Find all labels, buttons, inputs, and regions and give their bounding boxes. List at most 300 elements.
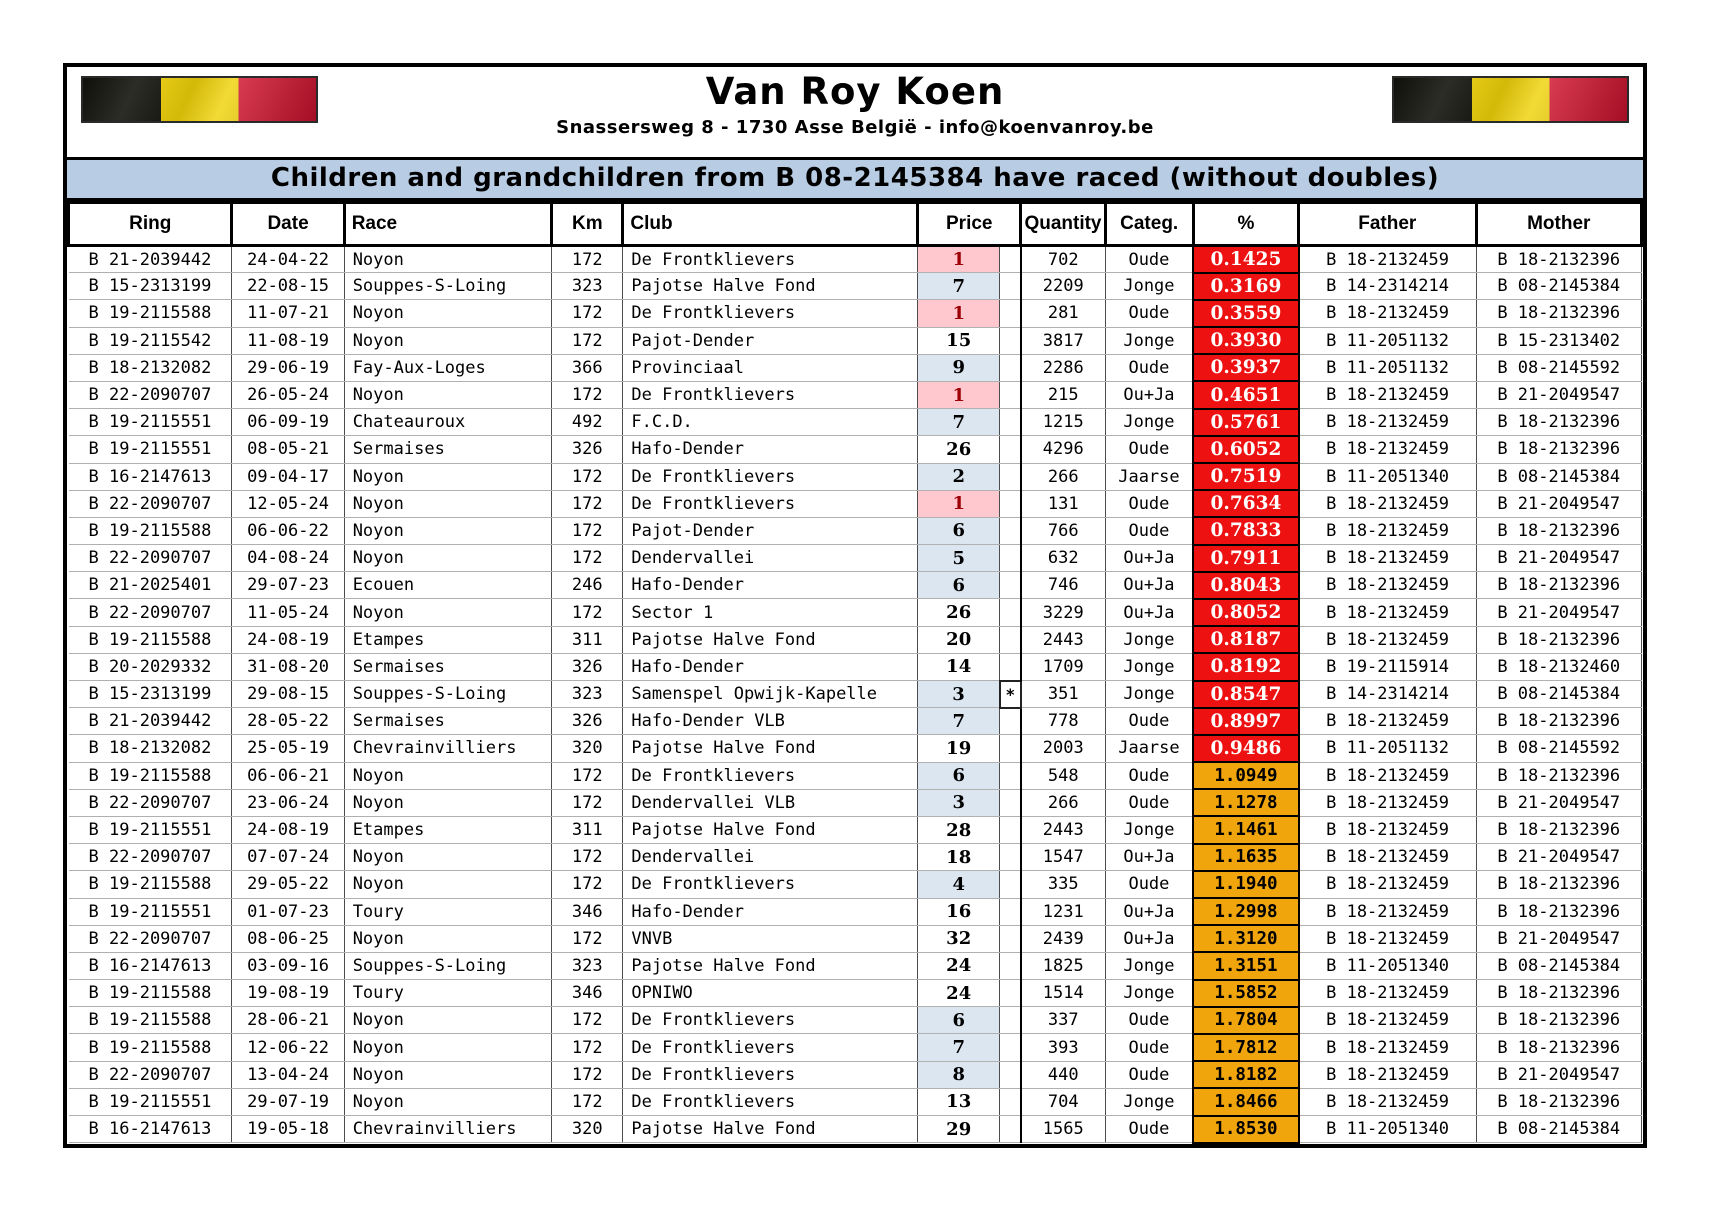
cell-percent: 0.8192 (1193, 653, 1298, 680)
cell-quantity: 2209 (1021, 273, 1105, 300)
cell-category: Jonge (1105, 952, 1193, 979)
table-row (69, 300, 1642, 327)
table-row (69, 1034, 1642, 1061)
cell-club: De Frontklievers (623, 300, 918, 327)
cell-marker (1000, 735, 1021, 762)
cell-quantity: 281 (1021, 300, 1105, 327)
cell-category: Oude (1105, 789, 1193, 816)
cell-category: Jonge (1105, 681, 1193, 708)
cell-marker (1000, 572, 1021, 599)
cell-race: Noyon (344, 762, 552, 789)
cell-date: 11-07-21 (232, 300, 344, 327)
cell-ring: B 19-2115588 (69, 762, 232, 789)
table-row (69, 762, 1642, 789)
cell-mother: B 08-2145384 (1476, 463, 1642, 490)
cell-father: B 18-2132459 (1299, 1034, 1476, 1061)
cell-father: B 18-2132459 (1299, 898, 1476, 925)
cell-km: 172 (552, 381, 623, 408)
cell-price: 18 (918, 844, 1000, 871)
cell-father: B 18-2132459 (1299, 1088, 1476, 1115)
cell-race: Noyon (344, 925, 552, 952)
cell-quantity: 215 (1021, 381, 1105, 408)
cell-date: 07-07-24 (232, 844, 344, 871)
cell-ring: B 19-2115588 (69, 300, 232, 327)
cell-club: Hafo-Dender (623, 898, 918, 925)
cell-category: Ou+Ja (1105, 599, 1193, 626)
cell-mother: B 21-2049547 (1476, 381, 1642, 408)
cell-marker (1000, 1061, 1021, 1088)
cell-ring: B 22-2090707 (69, 925, 232, 952)
cell-ring: B 19-2115551 (69, 1088, 232, 1115)
cell-quantity: 778 (1021, 708, 1105, 735)
cell-club: Pajot-Dender (623, 327, 918, 354)
cell-price: 1 (918, 381, 1000, 408)
cell-price: 7 (918, 409, 1000, 436)
cell-marker (1000, 1034, 1021, 1061)
cell-club: De Frontklievers (623, 871, 918, 898)
cell-date: 29-08-15 (232, 681, 344, 708)
table-row (69, 517, 1642, 544)
cell-race: Noyon (344, 789, 552, 816)
cell-quantity: 2286 (1021, 354, 1105, 381)
cell-date: 19-05-18 (232, 1116, 344, 1143)
cell-father: B 18-2132459 (1299, 246, 1476, 273)
cell-date: 29-07-23 (232, 572, 344, 599)
cell-mother: B 18-2132396 (1476, 246, 1642, 273)
cell-percent: 0.4651 (1193, 381, 1298, 408)
table-row (69, 354, 1642, 381)
cell-percent: 0.6052 (1193, 436, 1298, 463)
cell-price: 15 (918, 327, 1000, 354)
cell-marker (1000, 1116, 1021, 1143)
column-header-percent: % (1193, 203, 1298, 246)
cell-club: Pajotse Halve Fond (623, 1116, 918, 1143)
cell-mother: B 08-2145384 (1476, 1116, 1642, 1143)
cell-ring: B 15-2313199 (69, 273, 232, 300)
cell-price: 13 (918, 1088, 1000, 1115)
cell-marker (1000, 871, 1021, 898)
cell-km: 326 (552, 436, 623, 463)
cell-race: Souppes-S-Loing (344, 273, 552, 300)
cell-km: 172 (552, 925, 623, 952)
cell-club: Hafo-Dender (623, 653, 918, 680)
cell-marker (1000, 816, 1021, 843)
cell-ring: B 15-2313199 (69, 681, 232, 708)
cell-percent: 1.2998 (1193, 898, 1298, 925)
cell-race: Noyon (344, 517, 552, 544)
cell-club: Pajotse Halve Fond (623, 735, 918, 762)
cell-category: Oude (1105, 708, 1193, 735)
cell-date: 06-06-22 (232, 517, 344, 544)
cell-father: B 11-2051340 (1299, 463, 1476, 490)
cell-percent: 1.5852 (1193, 980, 1298, 1007)
cell-quantity: 548 (1021, 762, 1105, 789)
table-row (69, 246, 1642, 273)
cell-marker (1000, 599, 1021, 626)
cell-marker (1000, 354, 1021, 381)
cell-percent: 0.3930 (1193, 327, 1298, 354)
cell-mother: B 08-2145592 (1476, 735, 1642, 762)
cell-race: Noyon (344, 844, 552, 871)
table-row (69, 327, 1642, 354)
cell-price: 4 (918, 871, 1000, 898)
cell-club: Pajot-Dender (623, 517, 918, 544)
table-row (69, 653, 1642, 680)
cell-price: 8 (918, 1061, 1000, 1088)
cell-percent: 1.1278 (1193, 789, 1298, 816)
cell-date: 11-08-19 (232, 327, 344, 354)
cell-km: 323 (552, 952, 623, 979)
cell-ring: B 19-2115588 (69, 980, 232, 1007)
cell-mother: B 21-2049547 (1476, 844, 1642, 871)
belgian-flag-icon (1392, 76, 1629, 123)
cell-category: Ou+Ja (1105, 898, 1193, 925)
cell-ring: B 18-2132082 (69, 735, 232, 762)
cell-km: 346 (552, 980, 623, 1007)
cell-father: B 11-2051132 (1299, 354, 1476, 381)
cell-category: Jonge (1105, 653, 1193, 680)
cell-club: Samenspel Opwijk-Kapelle (623, 681, 918, 708)
cell-marker (1000, 300, 1021, 327)
cell-club: VNVB (623, 925, 918, 952)
cell-mother: B 21-2049547 (1476, 490, 1642, 517)
table-row (69, 980, 1642, 1007)
address-line: Snassersweg 8 - 1730 Asse België - info@koenvanroy.be (556, 116, 1154, 138)
cell-ring: B 16-2147613 (69, 463, 232, 490)
cell-percent: 1.8182 (1193, 1061, 1298, 1088)
cell-date: 12-06-22 (232, 1034, 344, 1061)
cell-ring: B 22-2090707 (69, 844, 232, 871)
cell-km: 172 (552, 789, 623, 816)
cell-category: Jonge (1105, 409, 1193, 436)
cell-marker (1000, 381, 1021, 408)
cell-category: Ou+Ja (1105, 844, 1193, 871)
cell-father: B 18-2132459 (1299, 572, 1476, 599)
cell-quantity: 702 (1021, 246, 1105, 273)
cell-father: B 18-2132459 (1299, 599, 1476, 626)
cell-km: 346 (552, 898, 623, 925)
cell-race: Noyon (344, 1061, 552, 1088)
cell-race: Etampes (344, 816, 552, 843)
cell-price: 32 (918, 925, 1000, 952)
cell-quantity: 2439 (1021, 925, 1105, 952)
cell-father: B 18-2132459 (1299, 490, 1476, 517)
cell-date: 06-06-21 (232, 762, 344, 789)
cell-quantity: 1825 (1021, 952, 1105, 979)
cell-marker (1000, 789, 1021, 816)
table-row (69, 545, 1642, 572)
cell-category: Jonge (1105, 626, 1193, 653)
cell-quantity: 351 (1021, 681, 1105, 708)
cell-father: B 18-2132459 (1299, 871, 1476, 898)
cell-km: 323 (552, 273, 623, 300)
cell-km: 172 (552, 327, 623, 354)
cell-price: 3 (918, 681, 1000, 708)
cell-marker: * (1000, 681, 1021, 708)
cell-price: 20 (918, 626, 1000, 653)
cell-club: De Frontklievers (623, 762, 918, 789)
column-header-category: Categ. (1105, 203, 1193, 246)
cell-price: 5 (918, 545, 1000, 572)
table-row (69, 735, 1642, 762)
cell-marker (1000, 925, 1021, 952)
cell-km: 326 (552, 653, 623, 680)
table-row (69, 1088, 1642, 1115)
table-row (69, 898, 1642, 925)
cell-mother: B 18-2132396 (1476, 980, 1642, 1007)
cell-father: B 11-2051340 (1299, 1116, 1476, 1143)
cell-date: 24-08-19 (232, 626, 344, 653)
cell-quantity: 1547 (1021, 844, 1105, 871)
cell-date: 19-08-19 (232, 980, 344, 1007)
cell-marker (1000, 490, 1021, 517)
cell-date: 06-09-19 (232, 409, 344, 436)
cell-category: Ou+Ja (1105, 925, 1193, 952)
cell-date: 28-06-21 (232, 1007, 344, 1034)
cell-quantity: 440 (1021, 1061, 1105, 1088)
cell-mother: B 08-2145592 (1476, 354, 1642, 381)
cell-club: De Frontklievers (623, 1061, 918, 1088)
cell-ring: B 19-2115588 (69, 517, 232, 544)
cell-percent: 1.3151 (1193, 952, 1298, 979)
cell-price: 1 (918, 246, 1000, 273)
cell-category: Oude (1105, 871, 1193, 898)
cell-percent: 0.3937 (1193, 354, 1298, 381)
masthead (67, 67, 1643, 157)
table-row (69, 490, 1642, 517)
table-row (69, 1061, 1642, 1088)
cell-km: 172 (552, 1007, 623, 1034)
column-header-km: Km (552, 203, 623, 246)
cell-ring: B 16-2147613 (69, 1116, 232, 1143)
cell-quantity: 266 (1021, 789, 1105, 816)
page-title: Van Roy Koen (705, 70, 1005, 113)
cell-price: 26 (918, 436, 1000, 463)
cell-ring: B 21-2039442 (69, 246, 232, 273)
cell-race: Sermaises (344, 653, 552, 680)
cell-mother: B 18-2132396 (1476, 816, 1642, 843)
cell-mother: B 08-2145384 (1476, 952, 1642, 979)
cell-percent: 1.8466 (1193, 1088, 1298, 1115)
cell-category: Jonge (1105, 816, 1193, 843)
cell-km: 311 (552, 626, 623, 653)
cell-ring: B 19-2115551 (69, 409, 232, 436)
cell-category: Jonge (1105, 980, 1193, 1007)
cell-club: De Frontklievers (623, 490, 918, 517)
cell-club: Pajotse Halve Fond (623, 816, 918, 843)
cell-price: 16 (918, 898, 1000, 925)
cell-date: 13-04-24 (232, 1061, 344, 1088)
cell-km: 172 (552, 517, 623, 544)
cell-father: B 18-2132459 (1299, 925, 1476, 952)
cell-mother: B 18-2132396 (1476, 436, 1642, 463)
belgian-flag-icon (81, 76, 318, 123)
cell-race: Chateauroux (344, 409, 552, 436)
cell-race: Chevrainvilliers (344, 1116, 552, 1143)
cell-percent: 0.8052 (1193, 599, 1298, 626)
column-header-club: Club (623, 203, 918, 246)
cell-ring: B 19-2115551 (69, 436, 232, 463)
column-header-price: Price (918, 203, 1021, 246)
cell-father: B 18-2132459 (1299, 1007, 1476, 1034)
cell-ring: B 22-2090707 (69, 381, 232, 408)
cell-category: Oude (1105, 354, 1193, 381)
cell-marker (1000, 517, 1021, 544)
cell-mother: B 21-2049547 (1476, 925, 1642, 952)
cell-father: B 18-2132459 (1299, 300, 1476, 327)
cell-date: 04-08-24 (232, 545, 344, 572)
cell-date: 22-08-15 (232, 273, 344, 300)
cell-race: Noyon (344, 871, 552, 898)
cell-km: 366 (552, 354, 623, 381)
cell-category: Jaarse (1105, 735, 1193, 762)
cell-marker (1000, 844, 1021, 871)
table-row (69, 708, 1642, 735)
cell-club: De Frontklievers (623, 1007, 918, 1034)
cell-price: 7 (918, 708, 1000, 735)
cell-price: 24 (918, 952, 1000, 979)
cell-ring: B 20-2029332 (69, 653, 232, 680)
cell-ring: B 19-2115588 (69, 1034, 232, 1061)
cell-father: B 18-2132459 (1299, 409, 1476, 436)
cell-percent: 0.8187 (1193, 626, 1298, 653)
cell-category: Oude (1105, 1007, 1193, 1034)
table-row (69, 1116, 1642, 1143)
cell-race: Sermaises (344, 708, 552, 735)
cell-price: 1 (918, 300, 1000, 327)
cell-club: Dendervallei (623, 545, 918, 572)
cell-percent: 1.7804 (1193, 1007, 1298, 1034)
cell-date: 29-07-19 (232, 1088, 344, 1115)
cell-date: 24-04-22 (232, 246, 344, 273)
cell-price: 28 (918, 816, 1000, 843)
cell-percent: 0.3559 (1193, 300, 1298, 327)
cell-price: 2 (918, 463, 1000, 490)
cell-km: 326 (552, 708, 623, 735)
cell-race: Etampes (344, 626, 552, 653)
cell-date: 28-05-22 (232, 708, 344, 735)
cell-quantity: 2003 (1021, 735, 1105, 762)
cell-category: Oude (1105, 490, 1193, 517)
cell-category: Jonge (1105, 327, 1193, 354)
cell-category: Oude (1105, 436, 1193, 463)
cell-race: Noyon (344, 463, 552, 490)
cell-mother: B 18-2132396 (1476, 626, 1642, 653)
cell-km: 172 (552, 246, 623, 273)
column-header-race: Race (344, 203, 552, 246)
cell-percent: 0.7911 (1193, 545, 1298, 572)
cell-date: 25-05-19 (232, 735, 344, 762)
cell-km: 323 (552, 681, 623, 708)
cell-category: Jaarse (1105, 463, 1193, 490)
column-header-quantity: Quantity (1021, 203, 1105, 246)
cell-quantity: 1514 (1021, 980, 1105, 1007)
column-header-date: Date (232, 203, 344, 246)
cell-race: Fay-Aux-Loges (344, 354, 552, 381)
cell-club: Hafo-Dender VLB (623, 708, 918, 735)
cell-km: 172 (552, 1088, 623, 1115)
cell-percent: 1.7812 (1193, 1034, 1298, 1061)
cell-date: 29-06-19 (232, 354, 344, 381)
cell-father: B 18-2132459 (1299, 980, 1476, 1007)
cell-ring: B 21-2025401 (69, 572, 232, 599)
column-header-father: Father (1299, 203, 1476, 246)
cell-club: De Frontklievers (623, 381, 918, 408)
cell-marker (1000, 409, 1021, 436)
cell-club: Sector 1 (623, 599, 918, 626)
cell-percent: 0.7519 (1193, 463, 1298, 490)
cell-quantity: 1565 (1021, 1116, 1105, 1143)
cell-race: Noyon (344, 1088, 552, 1115)
table-row (69, 844, 1642, 871)
cell-ring: B 22-2090707 (69, 490, 232, 517)
cell-quantity: 632 (1021, 545, 1105, 572)
cell-ring: B 22-2090707 (69, 789, 232, 816)
cell-km: 172 (552, 844, 623, 871)
cell-father: B 11-2051340 (1299, 952, 1476, 979)
cell-price: 6 (918, 572, 1000, 599)
cell-category: Oude (1105, 246, 1193, 273)
cell-race: Noyon (344, 1007, 552, 1034)
cell-km: 320 (552, 735, 623, 762)
cell-race: Noyon (344, 381, 552, 408)
cell-marker (1000, 545, 1021, 572)
table-row (69, 599, 1642, 626)
cell-father: B 18-2132459 (1299, 436, 1476, 463)
cell-percent: 1.3120 (1193, 925, 1298, 952)
cell-price: 3 (918, 789, 1000, 816)
cell-category: Oude (1105, 1061, 1193, 1088)
cell-ring: B 18-2132082 (69, 354, 232, 381)
cell-mother: B 15-2313402 (1476, 327, 1642, 354)
cell-race: Noyon (344, 490, 552, 517)
cell-mother: B 18-2132396 (1476, 517, 1642, 544)
cell-percent: 1.1461 (1193, 816, 1298, 843)
cell-mother: B 21-2049547 (1476, 1061, 1642, 1088)
cell-marker (1000, 952, 1021, 979)
cell-ring: B 22-2090707 (69, 545, 232, 572)
cell-category: Oude (1105, 1034, 1193, 1061)
cell-km: 311 (552, 816, 623, 843)
cell-percent: 0.3169 (1193, 273, 1298, 300)
cell-marker (1000, 463, 1021, 490)
cell-date: 03-09-16 (232, 952, 344, 979)
cell-percent: 0.5761 (1193, 409, 1298, 436)
cell-father: B 14-2314214 (1299, 681, 1476, 708)
table-row (69, 273, 1642, 300)
cell-percent: 0.8997 (1193, 708, 1298, 735)
cell-race: Noyon (344, 599, 552, 626)
cell-ring: B 19-2115588 (69, 1007, 232, 1034)
cell-price: 14 (918, 653, 1000, 680)
cell-club: Provinciaal (623, 354, 918, 381)
cell-father: B 18-2132459 (1299, 1061, 1476, 1088)
cell-club: De Frontklievers (623, 463, 918, 490)
cell-percent: 0.7833 (1193, 517, 1298, 544)
cell-father: B 18-2132459 (1299, 708, 1476, 735)
cell-ring: B 22-2090707 (69, 1061, 232, 1088)
cell-quantity: 393 (1021, 1034, 1105, 1061)
cell-category: Ou+Ja (1105, 572, 1193, 599)
cell-marker (1000, 436, 1021, 463)
cell-percent: 0.7634 (1193, 490, 1298, 517)
cell-club: Dendervallei (623, 844, 918, 871)
column-header-ring: Ring (69, 203, 232, 246)
cell-race: Noyon (344, 545, 552, 572)
cell-race: Noyon (344, 1034, 552, 1061)
cell-marker (1000, 980, 1021, 1007)
table-row (69, 789, 1642, 816)
